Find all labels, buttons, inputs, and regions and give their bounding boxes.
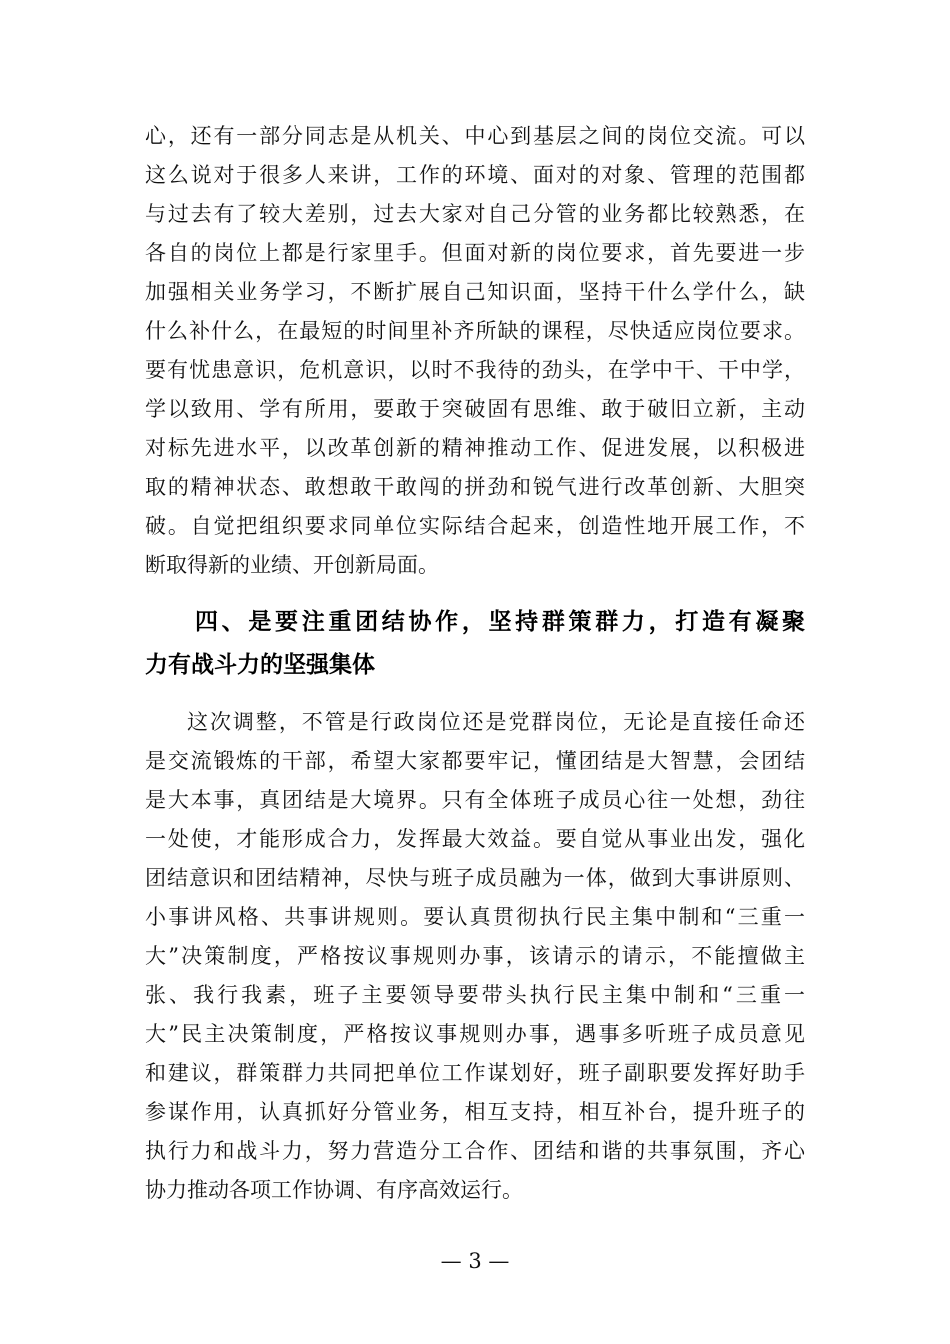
text-line: 协力推动各项工作协调、有序高效运行。 — [145, 1178, 523, 1202]
text-line: 各自的岗位上都是行家里手。但面对新的岗位要求，首先要进一步 — [145, 241, 805, 265]
text-line: 小事讲风格、共事讲规则。要认真贯彻执行民主集中制和“三重一 — [145, 905, 805, 929]
text-line: 什么补什么，在最短的时间里补齐所缺的课程，尽快适应岗位要求。 — [145, 319, 805, 343]
section-heading-line: 力有战斗力的坚强集体 — [145, 652, 375, 678]
section-heading-line: 四、是要注重团结协作，坚持群策群力，打造有凝聚 — [195, 609, 805, 635]
text-line: 学以致用、学有所用，要敢于突破固有思维、敢于破旧立新，主动 — [145, 397, 805, 421]
text-line: 这么说对于很多人来讲，工作的环境、面对的对象、管理的范围都 — [145, 163, 805, 187]
text-line: 取的精神状态、敢想敢干敢闯的拼劲和锐气进行改革创新、大胆突 — [145, 475, 805, 499]
page-number: — 3 — — [440, 1249, 510, 1273]
text-line: 团结意识和团结精神，尽快与班子成员融为一体，做到大事讲原则、 — [145, 866, 805, 890]
text-line: 这次调整，不管是行政岗位还是党群岗位，无论是直接任命还 — [187, 710, 805, 734]
text-line: 和建议，群策群力共同把单位工作谋划好，班子副职要发挥好助手 — [145, 1061, 805, 1085]
text-line: 心，还有一部分同志是从机关、中心到基层之间的岗位交流。可以 — [145, 124, 805, 148]
text-line: 大”决策制度，严格按议事规则办事，该请示的请示，不能擅做主 — [145, 944, 805, 968]
text-line: 大”民主决策制度，严格按议事规则办事，遇事多听班子成员意见 — [145, 1022, 805, 1046]
text-line: 张、我行我素，班子主要领导要带头执行民主集中制和“三重一 — [145, 983, 805, 1007]
text-line: 与过去有了较大差别，过去大家对自己分管的业务都比较熟悉，在 — [145, 202, 805, 226]
text-line: 加强相关业务学习，不断扩展自己知识面，坚持干什么学什么，缺 — [145, 280, 805, 304]
text-line: 是交流锻炼的干部，希望大家都要牢记，懂团结是大智慧，会团结 — [145, 749, 805, 773]
text-line: 执行力和战斗力，努力营造分工合作、团结和谐的共事氛围，齐心 — [145, 1139, 805, 1163]
text-line: 对标先进水平，以改革创新的精神推动工作、促进发展，以积极进 — [145, 436, 805, 460]
text-line: 破。自觉把组织要求同单位实际结合起来，创造性地开展工作，不 — [145, 514, 805, 538]
text-line: 参谋作用，认真抓好分管业务，相互支持，相互补台，提升班子的 — [145, 1100, 805, 1124]
text-line: 要有忧患意识，危机意识，以时不我待的劲头，在学中干、干中学， — [145, 358, 805, 382]
text-line: 一处使，才能形成合力，发挥最大效益。要自觉从事业出发，强化 — [145, 827, 805, 851]
text-line: 是大本事，真团结是大境界。只有全体班子成员心往一处想，劲往 — [145, 788, 805, 812]
text-line: 断取得新的业绩、开创新局面。 — [145, 553, 439, 577]
